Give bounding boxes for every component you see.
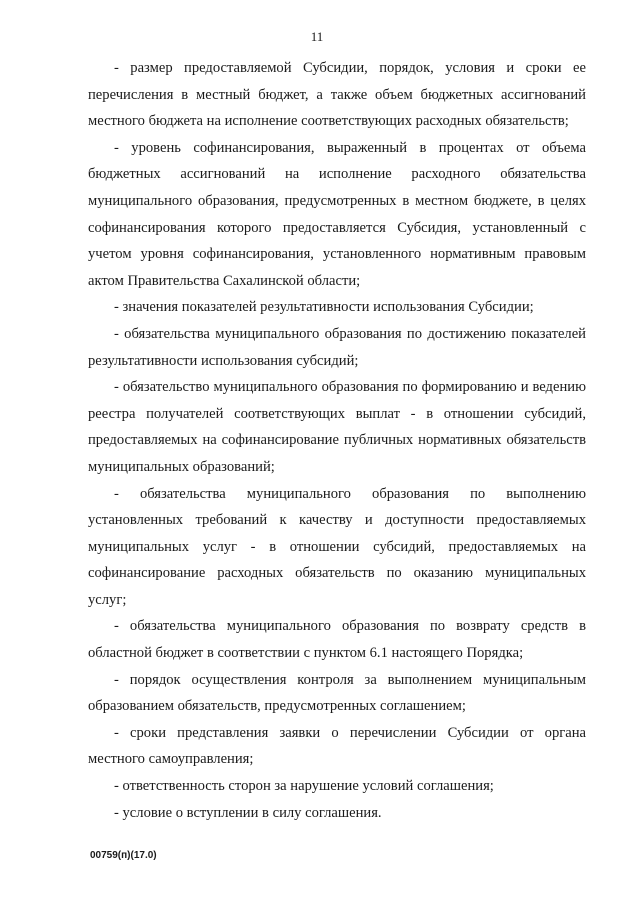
list-item-indicator-obligations: - обязательства муниципального образования по достижению показателей результативности использования субсидий;	[88, 325, 586, 369]
page-number: 11	[310, 29, 324, 44]
list-item-control-procedure: - порядок осуществления контроля за выполнением муниципальным образованием обязательств, предусмотренных соглашением;	[88, 671, 586, 715]
list-item-application-deadlines: - сроки представления заявки о перечислении Субсидии от органа местного самоуправления;	[88, 724, 586, 768]
list-item-cofinancing-level: - уровень софинансирования, выраженный в процентах от объема бюджетных ассигнований на исполнение расходного обязательства муниципального образования, предусмотренных в местном бюджете, в целях софинансирования которого предоставляется Субсидия, установленный с учетом уровня софинансирования, установленного нормативным правовым актом Правительства Сахалинской области;	[88, 139, 586, 289]
list-item-entry-into-force: - условие о вступлении в силу соглашения.	[114, 804, 382, 821]
document-code: 00759(п)(17.0)	[90, 850, 157, 861]
list-item-subsidy-size: - размер предоставляемой Субсидии, порядок, условия и сроки ее перечисления в местный бюджет, а также объем бюджетных ассигнований местного бюджета на исполнение соответствующих расходных обязательств;	[88, 60, 586, 130]
list-item-service-quality-obligations: - обязательства муниципального образования по выполнению установленных требований к качеству и доступности предоставляемых муниципальных услуг - в отношении субсидий, предоставляемых на софинансирование расходных обязательств по оказанию муниципальных услуг;	[88, 485, 586, 608]
list-item-liability: - ответственность сторон за нарушение условий соглашения;	[114, 778, 494, 795]
document-body	[88, 55, 586, 826]
list-item-registry-obligation: - обязательство муниципального образования по формированию и ведению реестра получателей соответствующих выплат - в отношении субсидий, предоставляемых на софинансирование публичных нормативных обязательств муниципальных образований;	[88, 379, 586, 475]
list-item-performance-indicators: - значения показателей результативности использования Субсидии;	[114, 299, 534, 316]
list-item-refund-obligations: - обязательства муниципального образования по возврату средств в областной бюджет в соответствии с пунктом 6.1 настоящего Порядка;	[88, 618, 586, 662]
